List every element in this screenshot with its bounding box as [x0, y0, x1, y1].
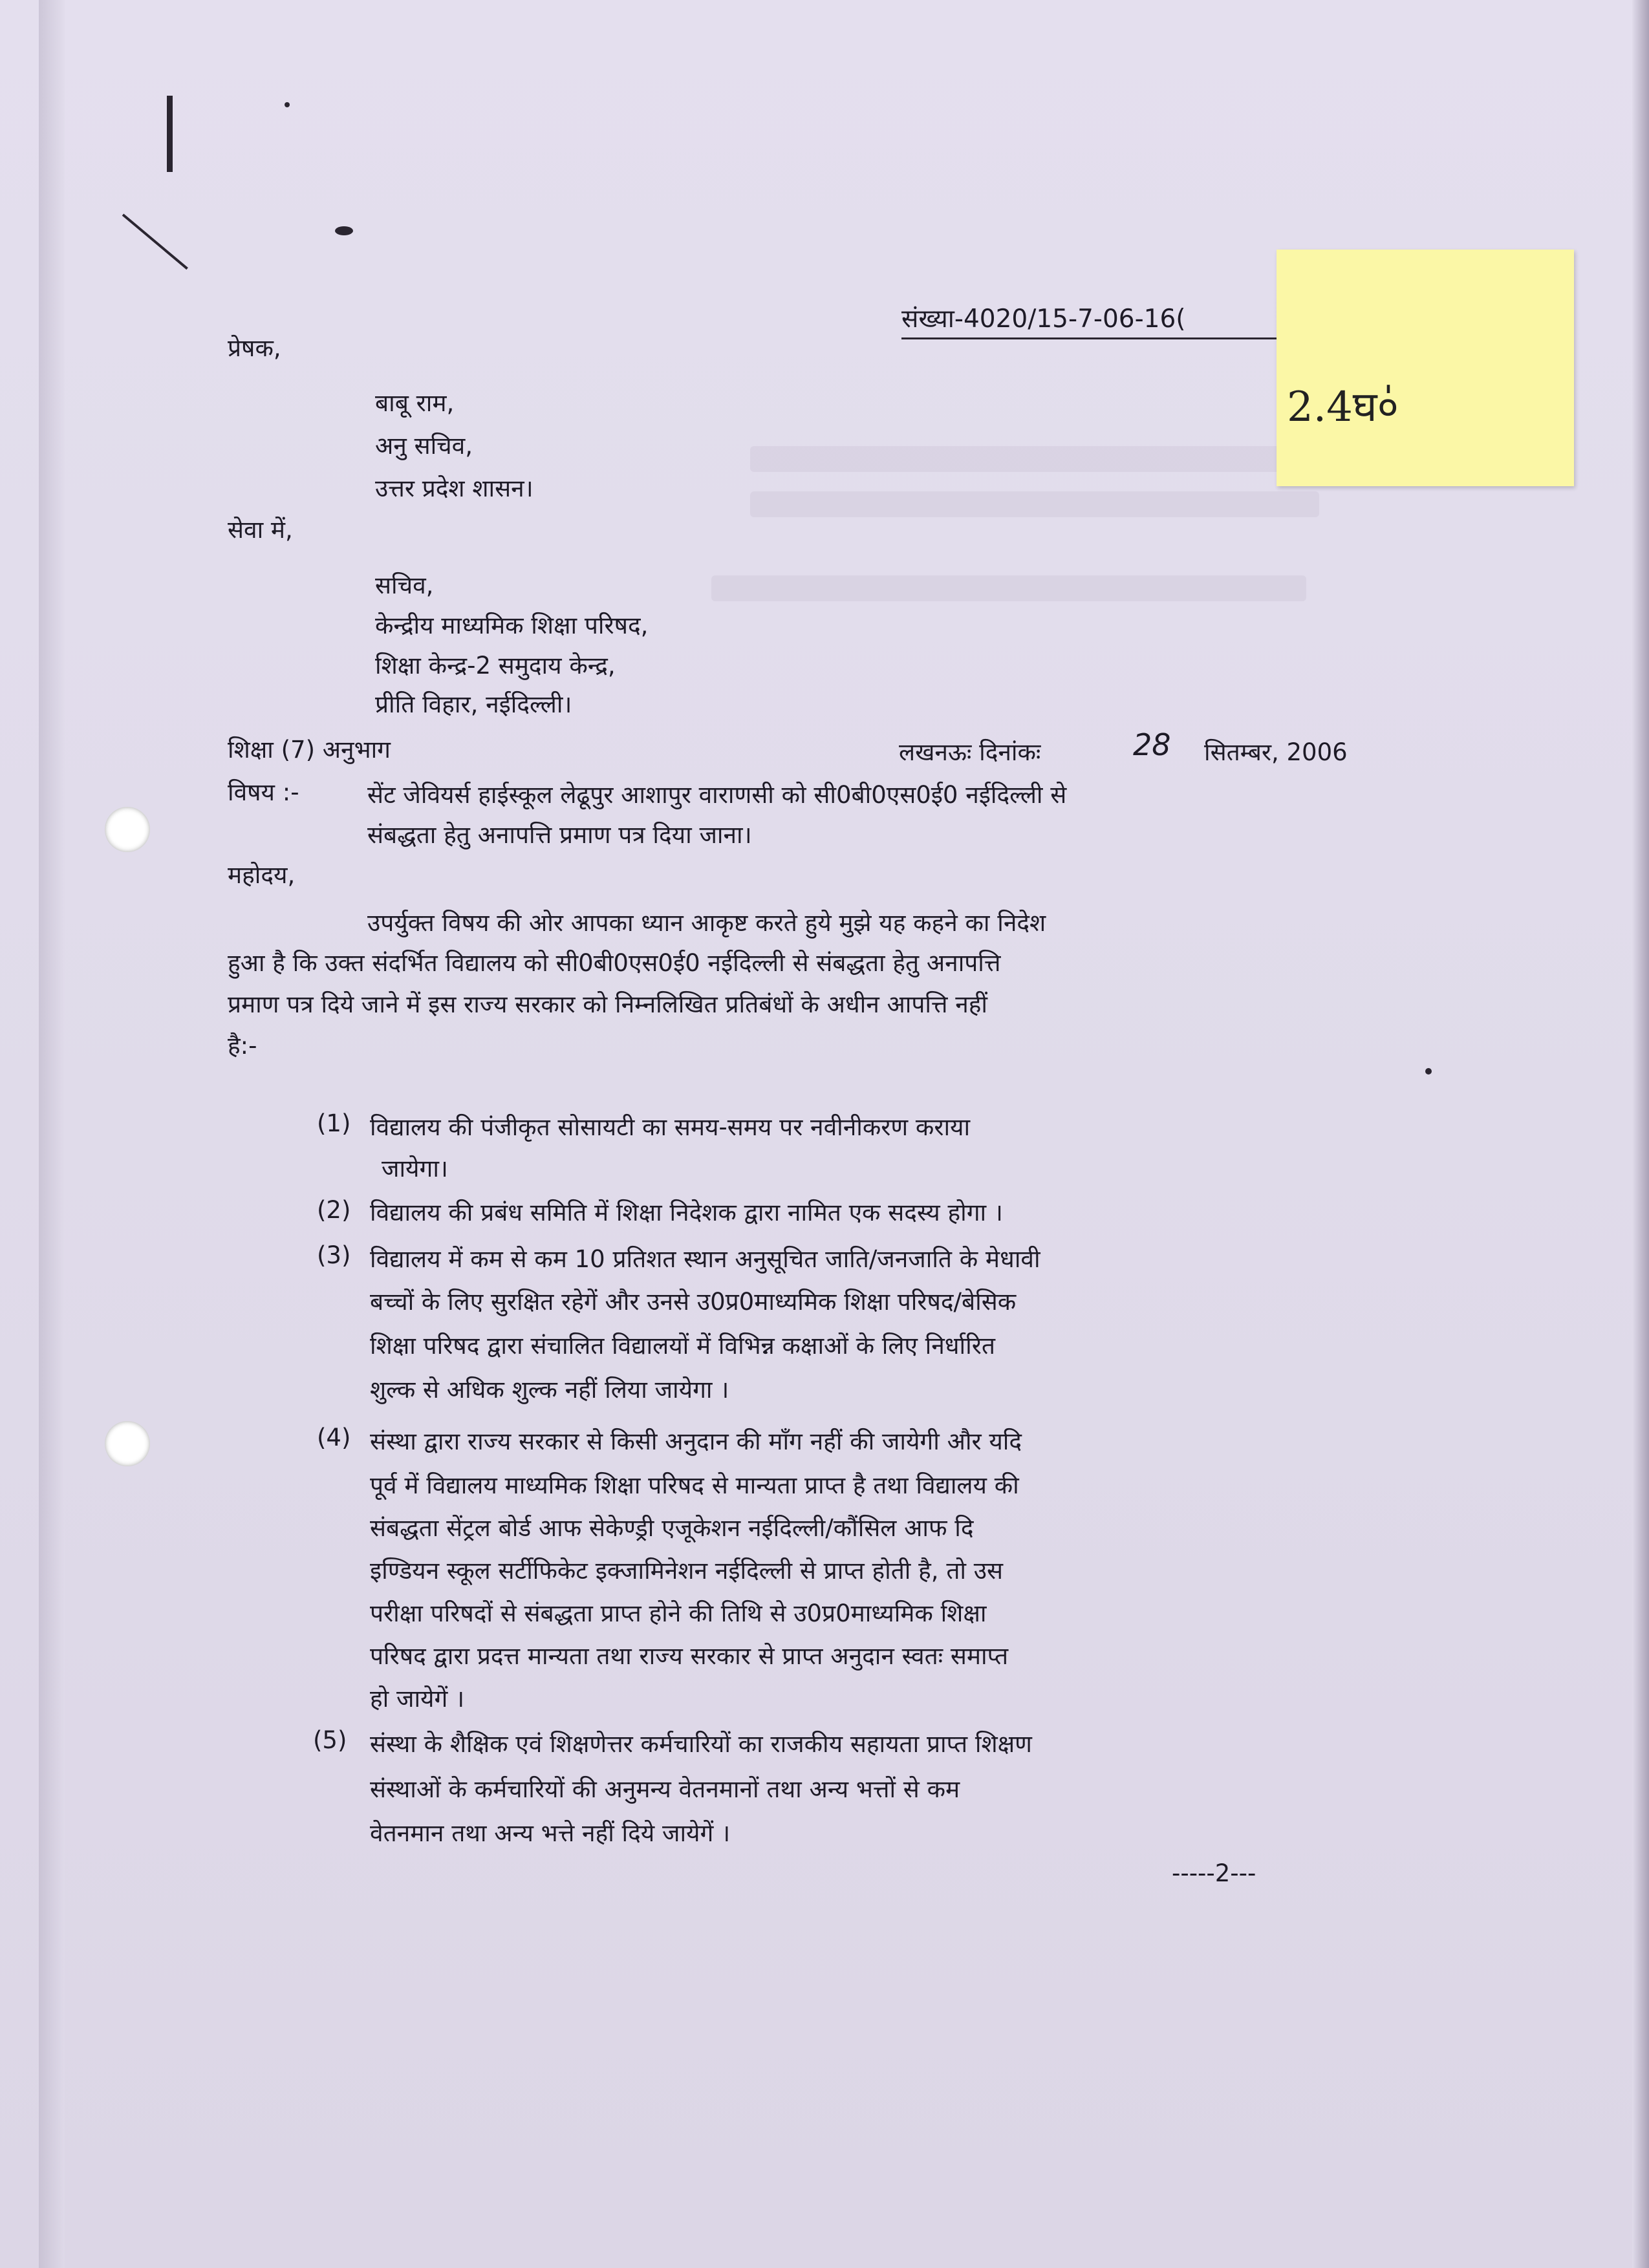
bleed-through-shadow [750, 491, 1319, 517]
recipient-line: सचिव, [375, 572, 434, 599]
condition-line: बच्चों के लिए सुरक्षित रहेगें और उनसे उ0प्र0माध्यमिक शिक्षा परिषद/बेसिक [370, 1288, 1017, 1316]
scan-right-edge [1632, 0, 1649, 2268]
punch-hole-bottom [105, 1421, 150, 1466]
subject-line: संबद्धता हेतु अनापत्ति प्रमाण पत्र दिया जाना। [367, 821, 752, 849]
condition-line: संस्थाओं के कर्मचारियों की अनुमन्य वेतनमानों तथा अन्य भत्तों से कम [370, 1775, 960, 1803]
date-day: 28 [1133, 727, 1171, 762]
recipient-line: प्रीति विहार, नईदिल्ली। [375, 690, 572, 718]
sticky-note-text: 2.4घ०॑ [1287, 383, 1399, 431]
condition-line: जायेगा। [382, 1155, 448, 1182]
scan-speck [335, 226, 353, 235]
body-line: उपर्युक्त विषय की ओर आपका ध्यान आकृष्ट करते हुये मुझे यह कहने का निदेश [367, 909, 1046, 937]
condition-line: परिषद द्वारा प्रदत्त मान्यता तथा राज्य सरकार से प्राप्त अनुदान स्वतः समाप्त [370, 1642, 1009, 1670]
condition-number: (1) [317, 1109, 351, 1137]
recipient-line: केन्द्रीय माध्यमिक शिक्षा परिषद, [375, 612, 649, 639]
scan-mark-bar [167, 96, 173, 172]
date-month-year: सितम्बर, 2006 [1204, 738, 1348, 766]
salutation: महोदय, [228, 861, 296, 889]
reference-number: संख्या-4020/15-7-06-16( [901, 305, 1186, 334]
subject-line: सेंट जेवियर्स हाईस्कूल लेढूपुर आशापुर वाराणसी को सी0बी0एस0ई0 नईदिल्ली से [367, 781, 1067, 809]
subject-label: विषय :- [228, 778, 299, 806]
condition-number: (5) [313, 1726, 347, 1754]
body-line: हुआ है कि उक्त संदर्भित विद्यालय को सी0बी0एस0ई0 नईदिल्ली से संबद्धता हेतु अनापत्ति [228, 949, 1001, 977]
bleed-through-shadow [750, 446, 1319, 472]
condition-line: संबद्धता सेंट्रल बोर्ड आफ सेकेण्ड्री एजूकेशन नईदिल्ली/कौंसिल आफ दि [370, 1514, 974, 1542]
condition-line: विद्यालय की पंजीकृत सोसायटी का समय-समय पर नवीनीकरण कराया [370, 1113, 971, 1141]
sticky-note [1277, 250, 1574, 486]
sender-label: प्रेषक, [228, 334, 281, 362]
sender-line: उत्तर प्रदेश शासन। [375, 475, 534, 502]
condition-number: (2) [317, 1196, 351, 1224]
bleed-through-shadow [711, 575, 1306, 601]
recipient-line: शिक्षा केन्द्र-2 समुदाय केन्द्र, [375, 652, 616, 679]
condition-line: परीक्षा परिषदों से संबद्धता प्राप्त होने की तिथि से उ0प्र0माध्यमिक शिक्षा [370, 1599, 987, 1627]
condition-line: संस्था द्वारा राज्य सरकार से किसी अनुदान की माँग नहीं की जायेगी और यदि [370, 1428, 1022, 1455]
scan-speck [285, 102, 290, 107]
condition-number: (4) [317, 1424, 351, 1451]
recipient-label: सेवा में, [228, 516, 293, 544]
condition-line: इण्डियन स्कूल सर्टीफिकेट इक्जामिनेशन नईदिल्ली से प्राप्त होती है, तो उस [370, 1557, 1004, 1585]
condition-line: वेतनमान तथा अन्य भत्ते नहीं दिये जायेगें । [370, 1819, 731, 1847]
condition-line: संस्था के शैक्षिक एवं शिक्षणेत्तर कर्मचारियों का राजकीय सहायता प्राप्त शिक्षण [370, 1730, 1032, 1758]
condition-line: विद्यालय की प्रबंध समिति में शिक्षा निदेशक द्वारा नामित एक सदस्य होगा । [370, 1199, 1003, 1226]
body-line: प्रमाण पत्र दिये जाने में इस राज्य सरकार को निम्नलिखित प्रतिबंधों के अधीन आपत्ति नहीं [228, 990, 988, 1018]
page-marker: -----2--- [1172, 1859, 1256, 1887]
condition-line: विद्यालय में कम से कम 10 प्रतिशत स्थान अनुसूचित जाति/जनजाति के मेधावी [370, 1245, 1040, 1273]
sender-line: बाबू राम, [375, 389, 455, 417]
place-date-prefix: लखनऊः दिनांकः [899, 738, 1041, 766]
condition-line: पूर्व में विद्यालय माध्यमिक शिक्षा परिषद से मान्यता प्राप्त है तथा विद्यालय की [370, 1471, 1019, 1499]
condition-number: (3) [317, 1241, 351, 1269]
scan-speck [1425, 1068, 1432, 1075]
body-line: है:- [228, 1032, 257, 1060]
sender-line: अनु सचिव, [375, 432, 473, 460]
condition-line: शिक्षा परिषद द्वारा संचालित विद्यालयों में विभिन्न कक्षाओं के लिए निर्धारित [370, 1332, 995, 1360]
section-label: शिक्षा (7) अनुभाग [228, 736, 391, 764]
scan-left-edge [39, 0, 65, 2268]
condition-line: शुल्क से अधिक शुल्क नहीं लिया जायेगा । [370, 1376, 729, 1404]
reference-underline [901, 337, 1277, 339]
condition-line: हो जायेगें । [370, 1685, 465, 1713]
punch-hole-top [105, 807, 150, 852]
